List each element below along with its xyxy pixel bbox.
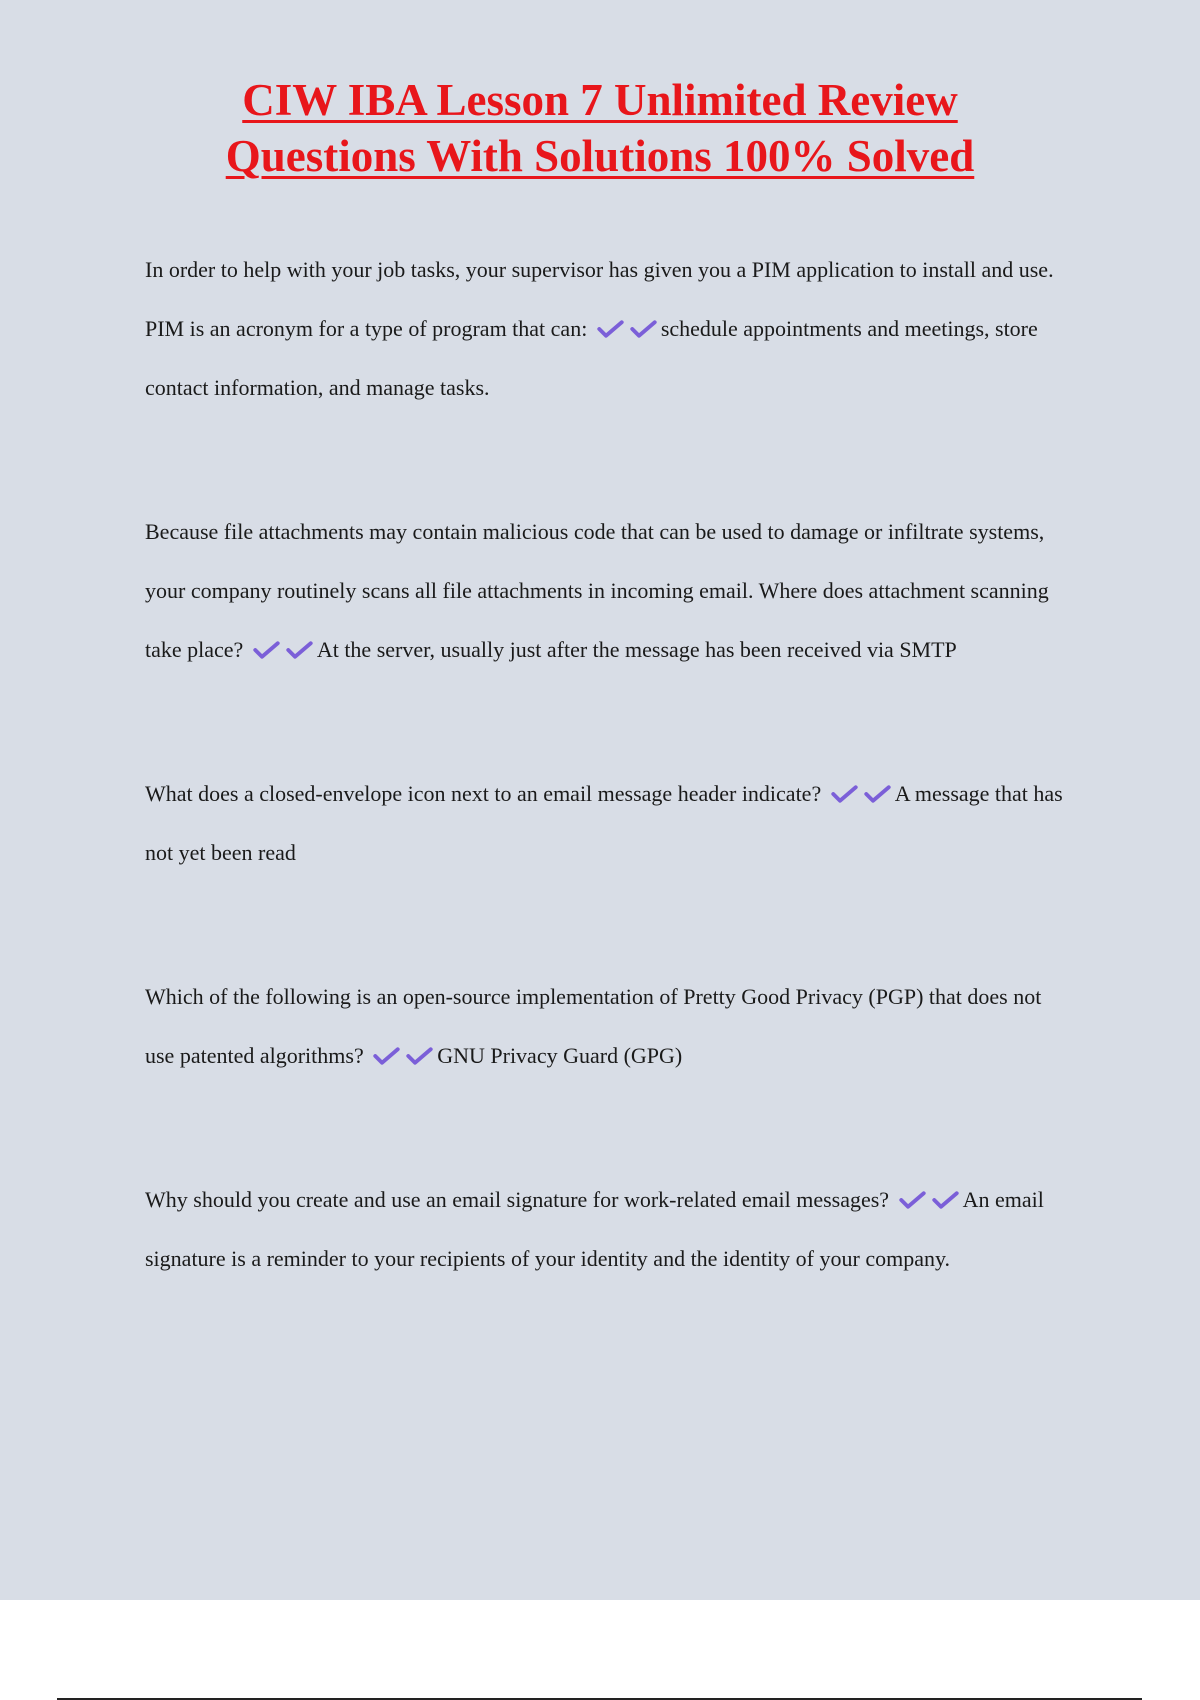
document-title xyxy=(100,72,1100,184)
title-line-1: CIW IBA Lesson 7 Unlimited Review xyxy=(242,75,958,125)
question-text: In order to help with your job tasks, your supervisor has given you a PIM application to install and use. PIM is an acronym for a type of program that can: xyxy=(145,257,1054,341)
check-mark-icon xyxy=(899,1191,926,1209)
check-mark-icon xyxy=(373,1047,400,1065)
answer-text: schedule appointments and meetings, store contact information, and manage tasks. xyxy=(145,316,1038,400)
qa-list xyxy=(145,240,1075,1288)
check-mark-icon xyxy=(286,641,313,659)
title-line-2: Questions With Solutions 100% Solved xyxy=(225,131,975,181)
qa-item xyxy=(145,240,1075,417)
qa-item xyxy=(145,764,1075,882)
answer-text: At the server, usually just after the message has been received via SMTP xyxy=(316,637,957,662)
check-mark-icon xyxy=(253,641,280,659)
check-mark-icon xyxy=(597,320,624,338)
check-mark-icon xyxy=(831,785,858,803)
answer-text: GNU Privacy Guard (GPG) xyxy=(437,1043,683,1068)
check-mark-icon xyxy=(932,1191,959,1209)
question-text: Why should you create and use an email signature for work-related email messages? xyxy=(145,1187,890,1212)
question-text: Which of the following is an open-source implementation of Pretty Good Privacy (PGP) that does not use patented algorithms? xyxy=(145,984,1042,1068)
question-text: Because file attachments may contain malicious code that can be used to damage or infiltrate systems, your company routinely scans all file attachments in incoming email. Where does attachment scanning take place? xyxy=(145,519,1049,662)
check-mark-icon xyxy=(406,1047,433,1065)
qa-item xyxy=(145,502,1075,679)
check-mark-icon xyxy=(630,320,657,338)
question-text: What does a closed-envelope icon next to an email message header indicate? xyxy=(145,781,822,806)
answer-text: An email signature is a reminder to your recipients of your identity and the identity of your company. xyxy=(145,1187,1044,1271)
qa-item xyxy=(145,967,1075,1085)
answer-text: A message that has not yet been read xyxy=(145,781,1063,865)
check-mark-icon xyxy=(864,785,891,803)
qa-item xyxy=(145,1170,1075,1288)
